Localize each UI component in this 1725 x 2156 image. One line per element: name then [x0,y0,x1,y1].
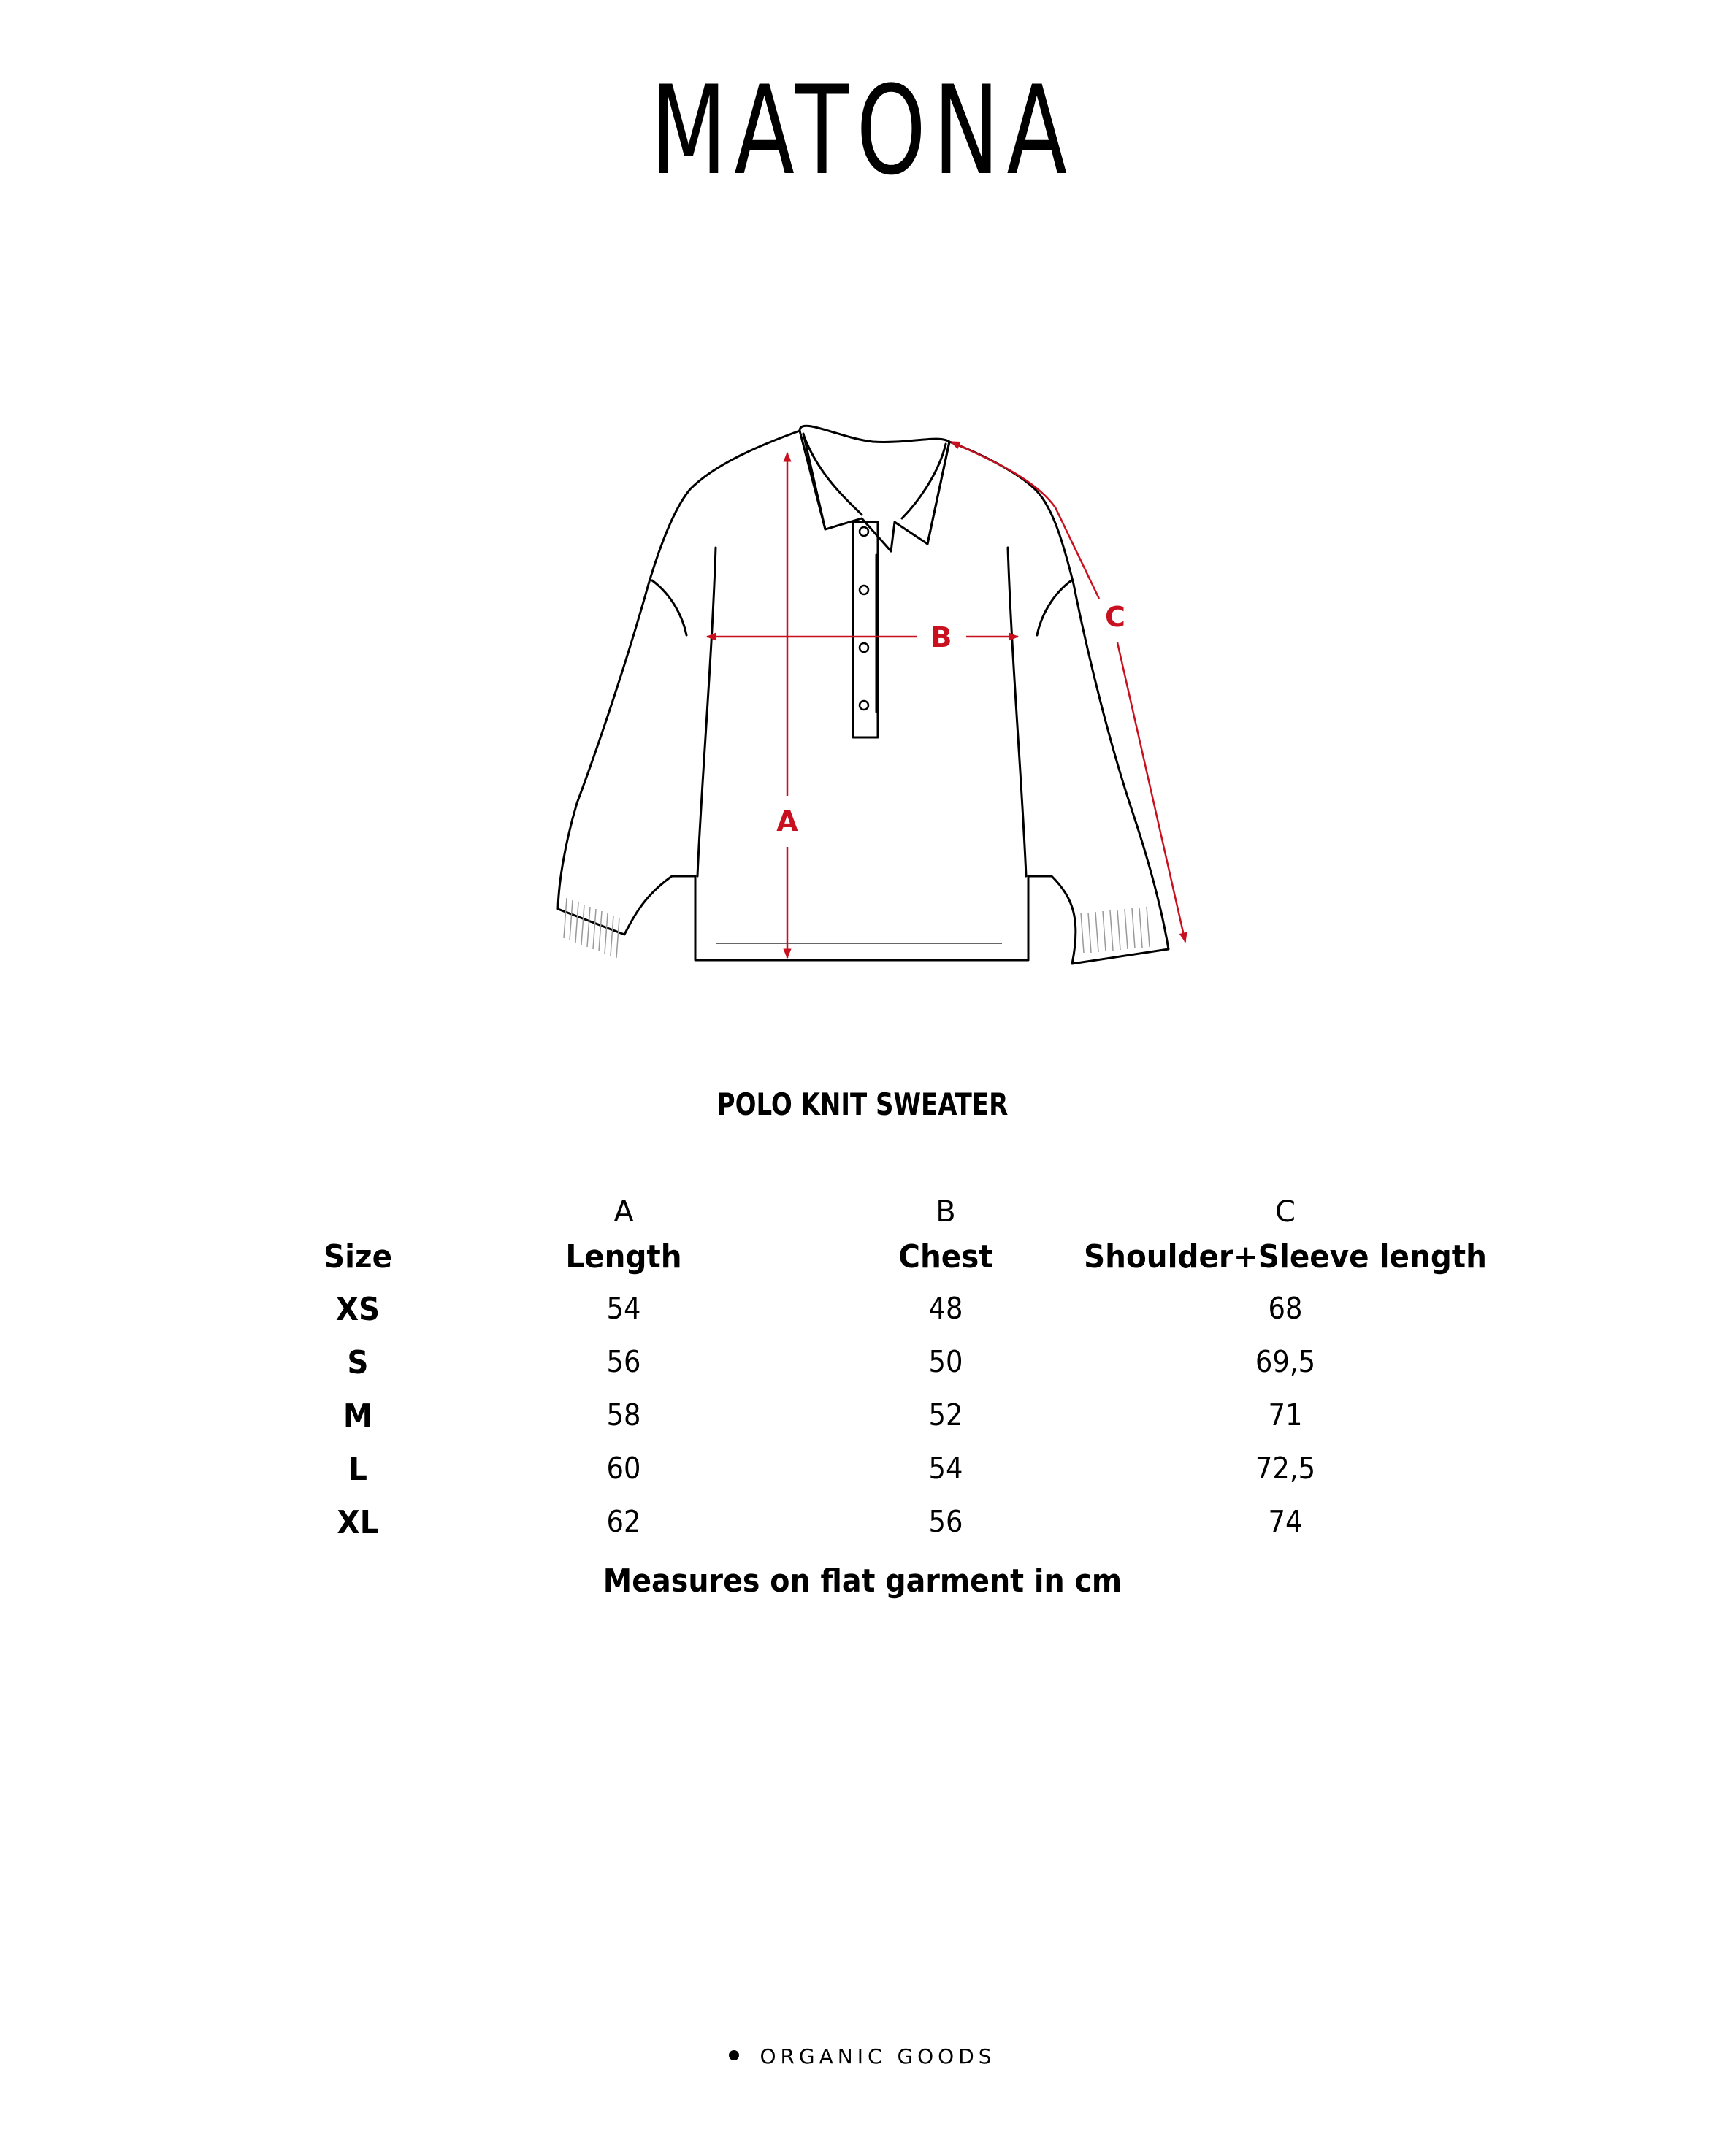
header-length: Length [565,1238,682,1275]
left-cuff-ribbing [564,898,619,958]
chest-cell: 54 [928,1451,963,1486]
size-cell: XL [337,1504,379,1541]
shoulder-sleeve-cell: 68 [1268,1291,1303,1326]
header-chest: Chest [898,1238,993,1275]
length-cell: 54 [606,1291,641,1326]
shoulder-sleeve-cell: 74 [1268,1504,1303,1539]
label-a: A [776,805,798,837]
table-row [0,1504,1725,1551]
chest-cell: 52 [928,1397,963,1432]
measure-note: Measures on flat garment in cm [603,1562,1122,1600]
bullet-dot-icon [729,2050,739,2060]
measure-c-bottom [1117,642,1185,942]
header-letter-b: B [936,1195,956,1229]
footer-text: ORGANIC GOODS [760,2044,996,2068]
footer [0,2044,1725,2068]
header-letter-c: C [1275,1195,1296,1229]
chest-cell: 50 [928,1344,963,1379]
label-c: C [1105,601,1125,633]
table-header-row [0,1238,1725,1285]
measure-c-top [951,442,1099,599]
table-row [0,1344,1725,1391]
length-cell: 58 [606,1397,641,1432]
brand-logo: MATONA [650,59,1075,202]
table-row [0,1451,1725,1497]
chest-cell: 56 [928,1504,963,1539]
sweater-outline [558,426,1169,964]
chest-cell: 48 [928,1291,963,1326]
header-shoulder-sleeve: Shoulder+Sleeve length [1084,1238,1487,1275]
size-cell: M [343,1397,373,1435]
length-cell: 60 [606,1451,641,1486]
table-row [0,1397,1725,1444]
table-row [0,1291,1725,1338]
shoulder-sleeve-cell: 72,5 [1255,1451,1316,1486]
size-cell: S [347,1344,369,1381]
table-letter-row [0,1197,1725,1241]
measure-lines [707,442,1185,958]
product-title: POLO KNIT SWEATER [716,1086,1009,1122]
length-cell: 56 [606,1344,641,1379]
buttons [860,527,868,710]
right-cuff-ribbing [1081,907,1150,953]
header-size: Size [323,1238,393,1275]
garment-diagram [540,423,1212,978]
size-cell: XS [335,1291,380,1328]
size-cell: L [348,1451,367,1488]
shoulder-sleeve-cell: 69,5 [1255,1344,1316,1379]
shoulder-sleeve-cell: 71 [1268,1397,1303,1432]
label-b: B [930,621,952,653]
header-letter-a: A [613,1195,634,1229]
length-cell: 62 [606,1504,641,1539]
